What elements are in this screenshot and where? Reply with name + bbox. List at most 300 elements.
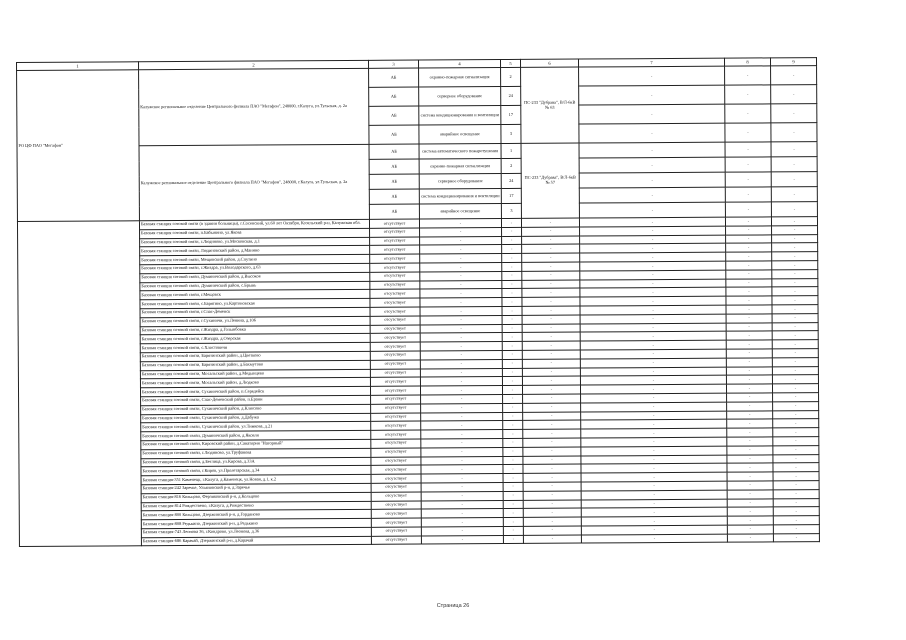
status-cell: отсутствует	[370, 316, 420, 325]
empty-dash-cell: -	[522, 244, 580, 253]
empty-dash-cell: -	[421, 482, 503, 491]
empty-dash-cell: -	[523, 403, 581, 412]
empty-dash-cell: -	[772, 340, 818, 349]
empty-dash-cell: -	[421, 456, 503, 465]
count-cell: 2	[501, 67, 521, 86]
status-cell: отсутствует	[371, 483, 421, 492]
empty-dash-cell: -	[726, 340, 772, 349]
empty-dash-cell: -	[502, 298, 522, 307]
empty-dash-cell: -	[772, 269, 818, 278]
empty-dash-cell: -	[727, 490, 773, 499]
empty-dash-cell: -	[773, 401, 819, 410]
empty-dash-cell: -	[421, 412, 503, 421]
station-name: Базовая станция сотовой связи, Сухиничский район, д.Клюсово	[141, 404, 371, 414]
station-name: Базовая станция сотовой связи, г.Сухиничи, ул.Ленина, д.106	[140, 316, 370, 326]
status-cell: отсутствует	[370, 377, 420, 386]
status-cell: отсутствует	[370, 289, 420, 298]
empty-dash-cell: -	[503, 412, 523, 421]
empty-dash-cell: -	[581, 411, 727, 421]
org-cell: РО ЦФ ПАО "Мегафон"	[17, 70, 140, 222]
station-name: Базовая станция сотовой связи, г.Спас-Деменск	[140, 307, 370, 317]
empty-dash-cell: -	[522, 253, 580, 262]
empty-dash-cell: -	[522, 332, 580, 341]
header-col-2: 2	[139, 60, 369, 69]
system-name: система кондиционирования и вентиляции	[419, 189, 501, 205]
building-address: Калужское региональное отделение Центрального филиала ПАО "Мегафон", 248000, г.Калуга, ул.Тульская, д. 2а	[139, 144, 369, 220]
empty-dash-cell: -	[725, 66, 771, 85]
station-name: Базовая станция сотовой связи, Думиничский район, д.Высокое	[140, 272, 370, 282]
empty-dash-cell: -	[501, 218, 521, 227]
empty-dash-cell: -	[502, 227, 522, 236]
empty-dash-cell: -	[420, 307, 502, 316]
empty-dash-cell: -	[726, 331, 772, 340]
empty-dash-cell: -	[580, 349, 726, 359]
system-name: система автоматического пожаротушения	[419, 144, 501, 160]
empty-dash-cell: -	[580, 235, 726, 245]
status-cell: отсутствует	[370, 325, 420, 334]
station-name: Базовая станция-351 Каменецк, г.Калуга, д.Каменецк, ул.Новая, д.1, к.2	[141, 474, 371, 484]
empty-dash-cell: -	[580, 288, 726, 298]
empty-dash-cell: -	[771, 142, 817, 157]
empty-dash-cell: -	[725, 104, 771, 123]
empty-dash-cell: -	[502, 280, 522, 289]
station-name: Базовая станция сотовой связи, Кировский район, д.Санатория "Нагорный"	[141, 439, 371, 449]
empty-dash-cell: -	[772, 349, 818, 358]
empty-dash-cell: -	[579, 66, 725, 86]
empty-dash-cell: -	[503, 465, 523, 474]
empty-dash-cell: -	[523, 517, 581, 526]
empty-dash-cell: -	[523, 473, 581, 482]
count-cell: 17	[501, 188, 521, 203]
system-name: серверное оборудование	[419, 174, 501, 190]
empty-dash-cell: -	[523, 447, 581, 456]
empty-dash-cell: -	[502, 368, 522, 377]
category-cell: АБ	[369, 174, 419, 189]
status-cell: отсутствует	[370, 263, 420, 272]
category-cell: АБ	[369, 204, 419, 219]
header-col-8: 8	[724, 58, 770, 66]
page-footer: Страница 26	[436, 603, 470, 609]
empty-dash-cell: -	[773, 507, 819, 516]
empty-dash-cell: -	[580, 340, 726, 350]
empty-dash-cell: -	[726, 314, 772, 323]
empty-dash-cell: -	[772, 225, 818, 234]
empty-dash-cell: -	[773, 498, 819, 507]
header-col-3: 3	[368, 60, 418, 68]
empty-dash-cell: -	[772, 375, 818, 384]
empty-dash-cell: -	[579, 157, 725, 173]
station-name: Базовая станция сотовой связи, Сухиничский район, ул.Тимкова, д.21	[141, 422, 371, 432]
empty-dash-cell: -	[727, 446, 773, 455]
empty-dash-cell: -	[419, 219, 501, 228]
empty-dash-cell: -	[771, 202, 817, 217]
empty-dash-cell: -	[421, 526, 503, 535]
empty-dash-cell: -	[522, 341, 580, 350]
empty-dash-cell: -	[580, 244, 726, 254]
empty-dash-cell: -	[523, 526, 581, 535]
empty-dash-cell: -	[579, 123, 725, 143]
status-cell: отсутствует	[370, 245, 420, 254]
empty-dash-cell: -	[522, 288, 580, 297]
empty-dash-cell: -	[772, 252, 818, 261]
empty-dash-cell: -	[726, 252, 772, 261]
status-cell: отсутствует	[371, 509, 421, 518]
empty-dash-cell: -	[420, 386, 502, 395]
empty-dash-cell: -	[580, 358, 726, 368]
station-name: Базовая станция сотовой связи, г.Мещовск	[140, 290, 370, 300]
empty-dash-cell: -	[726, 366, 772, 375]
empty-dash-cell: -	[581, 463, 727, 473]
empty-dash-cell: -	[727, 437, 773, 446]
status-cell: отсутствует	[370, 351, 420, 360]
empty-dash-cell: -	[580, 279, 726, 289]
empty-dash-cell: -	[522, 376, 580, 385]
empty-dash-cell: -	[726, 349, 772, 358]
empty-dash-cell: -	[579, 217, 725, 227]
empty-dash-cell: -	[503, 518, 523, 527]
count-cell: 24	[501, 86, 521, 105]
empty-dash-cell: -	[522, 368, 580, 377]
empty-dash-cell: -	[420, 315, 502, 324]
status-cell: отсутствует	[371, 474, 421, 483]
count-cell: 1	[501, 143, 521, 158]
empty-dash-cell: -	[523, 420, 581, 429]
station-name: Базовая станция-814 Рождествено, г.Калуга, д.Рождествено	[141, 501, 371, 511]
status-cell: отсутствует	[370, 254, 420, 263]
empty-dash-cell: -	[502, 236, 522, 245]
empty-dash-cell: -	[727, 534, 773, 543]
header-col-1: 1	[17, 62, 139, 71]
empty-dash-cell: -	[581, 437, 727, 447]
empty-dash-cell: -	[522, 262, 580, 271]
empty-dash-cell: -	[771, 123, 817, 142]
empty-dash-cell: -	[420, 245, 502, 254]
empty-dash-cell: -	[726, 287, 772, 296]
empty-dash-cell: -	[502, 324, 522, 333]
empty-dash-cell: -	[772, 261, 818, 270]
empty-dash-cell: -	[580, 305, 726, 315]
count-cell: 24	[501, 173, 521, 188]
station-name: Базовая станция-242 Заречье, Ульяновский р-н, д.Заречье	[141, 483, 371, 493]
station-name: Базовая станция сотовой связи, г.Людиново, ул.Труфанова	[141, 448, 371, 458]
station-name: Базовая станция сотовой связи, Сухиничский район, п.Середейск	[140, 386, 370, 396]
empty-dash-cell: -	[523, 438, 581, 447]
system-name: система кондиционирования и вентиляции	[419, 106, 501, 126]
empty-dash-cell: -	[503, 491, 523, 500]
empty-dash-cell: -	[523, 535, 581, 544]
empty-dash-cell: -	[581, 481, 727, 491]
empty-dash-cell: -	[421, 421, 503, 430]
empty-dash-cell: -	[726, 270, 772, 279]
empty-dash-cell: -	[503, 500, 523, 509]
empty-dash-cell: -	[421, 447, 503, 456]
empty-dash-cell: -	[727, 428, 773, 437]
status-cell: отсутствует	[370, 342, 420, 351]
empty-dash-cell: -	[580, 384, 726, 394]
empty-dash-cell: -	[421, 438, 503, 447]
empty-dash-cell: -	[581, 402, 727, 412]
header-col-6: 6	[520, 59, 578, 67]
status-cell: отсутствует	[370, 298, 420, 307]
status-cell: отсутствует	[371, 448, 421, 457]
empty-dash-cell: -	[421, 394, 503, 403]
empty-dash-cell: -	[420, 227, 502, 236]
empty-dash-cell: -	[726, 234, 772, 243]
empty-dash-cell: -	[725, 202, 771, 217]
empty-dash-cell: -	[726, 243, 772, 252]
header-col-7: 7	[578, 58, 724, 67]
empty-dash-cell: -	[421, 474, 503, 483]
empty-dash-cell: -	[502, 289, 522, 298]
status-cell: отсутствует	[371, 536, 421, 545]
count-cell: 3	[501, 124, 521, 143]
empty-dash-cell: -	[772, 322, 818, 331]
empty-dash-cell: -	[420, 324, 502, 333]
empty-dash-cell: -	[420, 350, 502, 359]
empty-dash-cell: -	[420, 271, 502, 280]
empty-dash-cell: -	[420, 280, 502, 289]
empty-dash-cell: -	[581, 428, 727, 438]
empty-dash-cell: -	[420, 254, 502, 263]
station-name: Базовая станция сотовой связи, г.Жиздра, д.Голынбовка	[140, 325, 370, 335]
status-cell: отсутствует	[370, 360, 420, 369]
station-name: Базовая станция сотовой связи, с.Барятино, ул.Картоновская	[140, 299, 370, 309]
empty-dash-cell: -	[420, 289, 502, 298]
empty-dash-cell: -	[772, 234, 818, 243]
empty-dash-cell: -	[579, 172, 725, 188]
empty-dash-cell: -	[421, 465, 503, 474]
category-cell: АБ	[369, 87, 419, 106]
empty-dash-cell: -	[772, 296, 818, 305]
station-name: Базовая станция сотовой связи, Мосальский район, д.Медынцево	[140, 369, 370, 379]
empty-dash-cell: -	[771, 104, 817, 123]
empty-dash-cell: -	[771, 85, 817, 104]
empty-dash-cell: -	[773, 533, 819, 542]
empty-dash-cell: -	[772, 243, 818, 252]
empty-dash-cell: -	[580, 376, 726, 386]
empty-dash-cell: -	[503, 421, 523, 430]
empty-dash-cell: -	[421, 491, 503, 500]
empty-dash-cell: -	[522, 324, 580, 333]
category-cell: АБ	[369, 189, 419, 204]
empty-dash-cell: -	[773, 463, 819, 472]
empty-dash-cell: -	[727, 410, 773, 419]
station-name: Базовая станция-743 Леонова 36, г.Кондрово, ул.Леонова, д.36	[141, 527, 371, 537]
empty-dash-cell: -	[772, 357, 818, 366]
empty-dash-cell: -	[581, 507, 727, 517]
status-cell: отсутствует	[371, 527, 421, 536]
empty-dash-cell: -	[773, 437, 819, 446]
substation-cell: ПС-233 "Дубрава", В/Л-6кВ № 63	[521, 67, 579, 143]
empty-dash-cell: -	[523, 491, 581, 500]
status-cell: отсутствует	[371, 413, 421, 422]
count-cell: 17	[501, 105, 521, 124]
status-cell: отсутствует	[370, 369, 420, 378]
empty-dash-cell: -	[521, 218, 579, 227]
empty-dash-cell: -	[773, 393, 819, 402]
station-name: Базовая станция сотовой связи, Мосальский район, д.Людково	[140, 378, 370, 388]
status-cell: отсутствует	[370, 228, 420, 237]
category-cell: АБ	[369, 106, 419, 125]
empty-dash-cell: -	[580, 261, 726, 271]
empty-dash-cell: -	[727, 393, 773, 402]
status-cell: отсутствует	[371, 395, 421, 404]
empty-dash-cell: -	[772, 331, 818, 340]
empty-dash-cell: -	[420, 333, 502, 342]
count-cell: 2	[501, 158, 521, 173]
station-name: Базовая станция сотовой связи, с.Хлостовичи	[140, 342, 370, 352]
empty-dash-cell: -	[502, 271, 522, 280]
table-body	[17, 58, 820, 547]
empty-dash-cell: -	[502, 254, 522, 263]
empty-dash-cell: -	[773, 410, 819, 419]
empty-dash-cell: -	[522, 385, 580, 394]
empty-dash-cell: -	[522, 271, 580, 280]
empty-dash-cell: -	[773, 419, 819, 428]
empty-dash-cell: -	[579, 104, 725, 124]
empty-dash-cell: -	[581, 525, 727, 535]
empty-dash-cell: -	[420, 377, 502, 386]
station-name: Базовая станция сотовой связи, г.Жиздра, ул.Володарского, д.63	[140, 263, 370, 273]
empty-dash-cell: -	[581, 393, 727, 403]
empty-dash-cell: -	[421, 509, 503, 518]
station-name: Базовая станция сотовой связи (в здании больницы), г.Сосенский, ул.60 лет Октября, Козельский р-н, Калужская обл.	[139, 219, 369, 229]
status-cell: отсутствует	[369, 219, 419, 228]
empty-dash-cell: -	[523, 500, 581, 509]
empty-dash-cell: -	[420, 342, 502, 351]
empty-dash-cell: -	[772, 305, 818, 314]
substation-cell: ПС-233 "Дубрава", В/Л-6кВ № 57	[521, 143, 579, 218]
empty-dash-cell: -	[421, 430, 503, 439]
empty-dash-cell: -	[726, 358, 772, 367]
station-name: Базовая станция сотовой связи, Барятинский район, д.Бахмутово	[140, 360, 370, 370]
empty-dash-cell: -	[502, 386, 522, 395]
empty-dash-cell: -	[580, 323, 726, 333]
empty-dash-cell: -	[503, 403, 523, 412]
building-address: Калужское региональное отделение Центрального филиала ПАО "Мегафон", 248000, г.Калуга, ул.Тульская, д. 2а	[139, 68, 369, 145]
empty-dash-cell: -	[523, 412, 581, 421]
empty-dash-cell: -	[726, 384, 772, 393]
empty-dash-cell: -	[523, 464, 581, 473]
empty-dash-cell: -	[503, 438, 523, 447]
station-name: Базовая станция сотовой связи, Спас-Деменский район, п.Ерани	[141, 395, 371, 405]
empty-dash-cell: -	[727, 481, 773, 490]
empty-dash-cell: -	[727, 402, 773, 411]
status-cell: отсутствует	[371, 404, 421, 413]
empty-dash-cell: -	[421, 500, 503, 509]
empty-dash-cell: -	[523, 394, 581, 403]
empty-dash-cell: -	[726, 296, 772, 305]
empty-dash-cell: -	[581, 499, 727, 509]
empty-dash-cell: -	[725, 157, 771, 172]
station-name: Базовая станция сотовой связи, Думиничский район, д.Яковля	[141, 430, 371, 440]
station-name: Базовая станция сотовой связи, г.Людиново, ул.Московская, д.1	[140, 237, 370, 247]
empty-dash-cell: -	[772, 313, 818, 322]
station-name: Базовая станция-686 Карачай, Дзержинский р-н, д.Карачай	[141, 536, 371, 546]
empty-dash-cell: -	[503, 474, 523, 483]
status-cell: отсутствует	[371, 518, 421, 527]
empty-dash-cell: -	[522, 306, 580, 315]
empty-dash-cell: -	[503, 447, 523, 456]
empty-dash-cell: -	[727, 525, 773, 534]
empty-dash-cell: -	[503, 430, 523, 439]
station-name: Базовая станция-808 Редькино, Дзержинский р-н, д.Редькино	[141, 518, 371, 528]
status-cell: отсутствует	[370, 281, 420, 290]
count-cell: 3	[501, 203, 521, 218]
empty-dash-cell: -	[523, 482, 581, 491]
empty-dash-cell: -	[581, 516, 727, 526]
empty-dash-cell: -	[725, 142, 771, 157]
empty-dash-cell: -	[773, 472, 819, 481]
empty-dash-cell: -	[727, 516, 773, 525]
empty-dash-cell: -	[421, 403, 503, 412]
empty-dash-cell: -	[773, 454, 819, 463]
empty-dash-cell: -	[502, 377, 522, 386]
empty-dash-cell: -	[523, 508, 581, 517]
empty-dash-cell: -	[581, 490, 727, 500]
empty-dash-cell: -	[503, 456, 523, 465]
empty-dash-cell: -	[773, 428, 819, 437]
status-cell: отсутствует	[371, 492, 421, 501]
header-col-5: 5	[500, 59, 520, 67]
document-sheet	[16, 57, 819, 547]
empty-dash-cell: -	[726, 226, 772, 235]
system-name: серверное оборудование	[419, 87, 501, 107]
empty-dash-cell: -	[579, 85, 725, 105]
empty-dash-cell: -	[581, 472, 727, 482]
empty-dash-cell: -	[727, 419, 773, 428]
empty-dash-cell: -	[420, 359, 502, 368]
data-table	[16, 57, 820, 547]
empty-dash-cell: -	[502, 306, 522, 315]
org-cell-empty	[17, 221, 141, 547]
category-cell: АБ	[369, 159, 419, 174]
empty-dash-cell: -	[727, 472, 773, 481]
empty-dash-cell: -	[522, 227, 580, 236]
header-col-4: 4	[418, 60, 500, 69]
empty-dash-cell: -	[581, 455, 727, 465]
empty-dash-cell: -	[726, 261, 772, 270]
category-cell: АБ	[369, 125, 419, 144]
empty-dash-cell: -	[522, 315, 580, 324]
empty-dash-cell: -	[522, 359, 580, 368]
empty-dash-cell: -	[580, 332, 726, 342]
empty-dash-cell: -	[771, 187, 817, 202]
system-name: аварийное освещение	[419, 125, 501, 145]
empty-dash-cell: -	[420, 236, 502, 245]
empty-dash-cell: -	[522, 236, 580, 245]
status-cell: отсутствует	[370, 307, 420, 316]
empty-dash-cell: -	[503, 509, 523, 518]
empty-dash-cell: -	[503, 535, 523, 544]
empty-dash-cell: -	[502, 262, 522, 271]
status-cell: отсутствует	[371, 430, 421, 439]
empty-dash-cell: -	[580, 270, 726, 280]
empty-dash-cell: -	[771, 217, 817, 226]
station-name: Базовая станция сотовой связи, п.Бабынино, ул.Якова	[140, 228, 370, 238]
empty-dash-cell: -	[773, 489, 819, 498]
empty-dash-cell: -	[421, 535, 503, 544]
station-name: Базовая станция сотовой связи, г.Жиздра, д.Озерская	[140, 334, 370, 344]
status-cell: отсутствует	[371, 439, 421, 448]
status-cell: отсутствует	[371, 421, 421, 430]
empty-dash-cell: -	[771, 66, 817, 85]
empty-dash-cell: -	[581, 534, 727, 544]
empty-dash-cell: -	[421, 518, 503, 527]
station-name: Базовая станция-816 Кольцово, Ферзиковский р-н, д.Кольцово	[141, 492, 371, 502]
empty-dash-cell: -	[773, 524, 819, 533]
empty-dash-cell: -	[771, 157, 817, 172]
